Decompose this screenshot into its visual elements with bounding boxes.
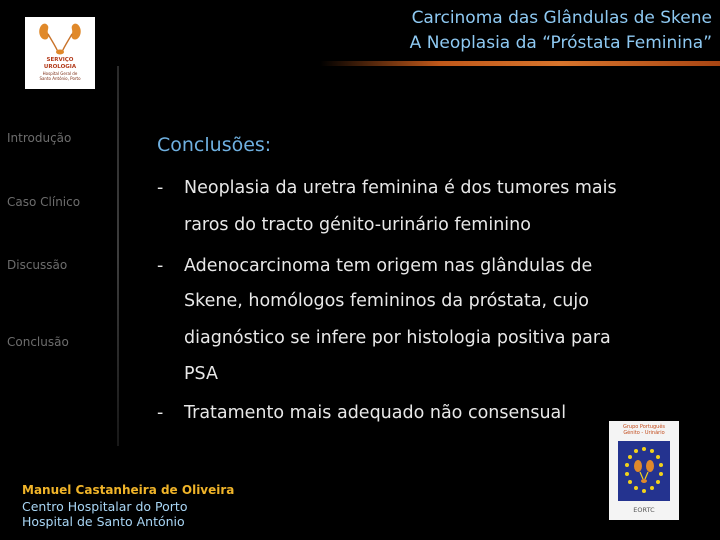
urology-service-logo [25, 17, 95, 89]
eortc-label: EORTC [633, 506, 655, 514]
title-underline [320, 61, 720, 66]
gpgu-eortc-logo [609, 421, 679, 520]
stars-kidneys-icon [618, 441, 670, 501]
bullet-marker: - [157, 178, 164, 198]
logo-service-text [25, 57, 95, 71]
gpgu-line-2: Génito - Urinário [623, 430, 665, 436]
section-heading: Conclusões: [157, 134, 272, 156]
bullet-marker: - [157, 256, 164, 276]
bullet-2-line-3: diagnóstico se infere por histologia positiva para [184, 328, 611, 348]
logo-line-2: UROLOGIA [43, 64, 77, 70]
logo-hospital-text [25, 71, 95, 81]
kidneys-icon [37, 21, 83, 55]
title-line-1: Carcinoma das Glândulas de Skene [411, 8, 712, 28]
bullet-1-line-1: Neoplasia da uretra feminina é dos tumores mais [184, 178, 617, 198]
nav-item-caso-clinico[interactable]: Caso Clínico [7, 195, 81, 209]
logo-line-4: Santo António, Porto [39, 76, 81, 81]
bullet-marker: - [157, 403, 164, 423]
vertical-divider [117, 66, 119, 446]
author-name: Manuel Castanheira de Oliveira [22, 483, 235, 497]
author-hospital: Hospital de Santo António [22, 514, 185, 529]
nav-item-discussao[interactable]: Discussão [7, 258, 68, 272]
logo-line-3: Hospital Geral de [42, 71, 78, 76]
bullet-2-line-1: Adenocarcinoma tem origem nas glândulas de [184, 256, 593, 276]
nav-item-conclusao[interactable]: Conclusão [7, 335, 69, 349]
bullet-2-line-4: PSA [184, 364, 218, 384]
slide-title [410, 6, 712, 56]
title-line-2: A Neoplasia da “Próstata Feminina” [409, 33, 712, 53]
bullet-2-line-2: Skene, homólogos femininos da próstata, cujo [184, 291, 589, 311]
author-institution: Centro Hospitalar do Porto [22, 498, 188, 514]
gpgu-line-1: Grupo Português [622, 424, 666, 430]
bullet-3-line-1: Tratamento mais adequado não consensual [184, 403, 567, 423]
nav-item-introducao[interactable]: Introdução [7, 131, 72, 145]
gpgu-logo-text [609, 424, 679, 436]
logo-line-1: SERVIÇO [46, 57, 74, 63]
author-block [22, 483, 234, 530]
gpgu-emblem [618, 441, 670, 501]
bullet-1-line-2: raros do tracto génito-urinário feminino [184, 215, 531, 235]
